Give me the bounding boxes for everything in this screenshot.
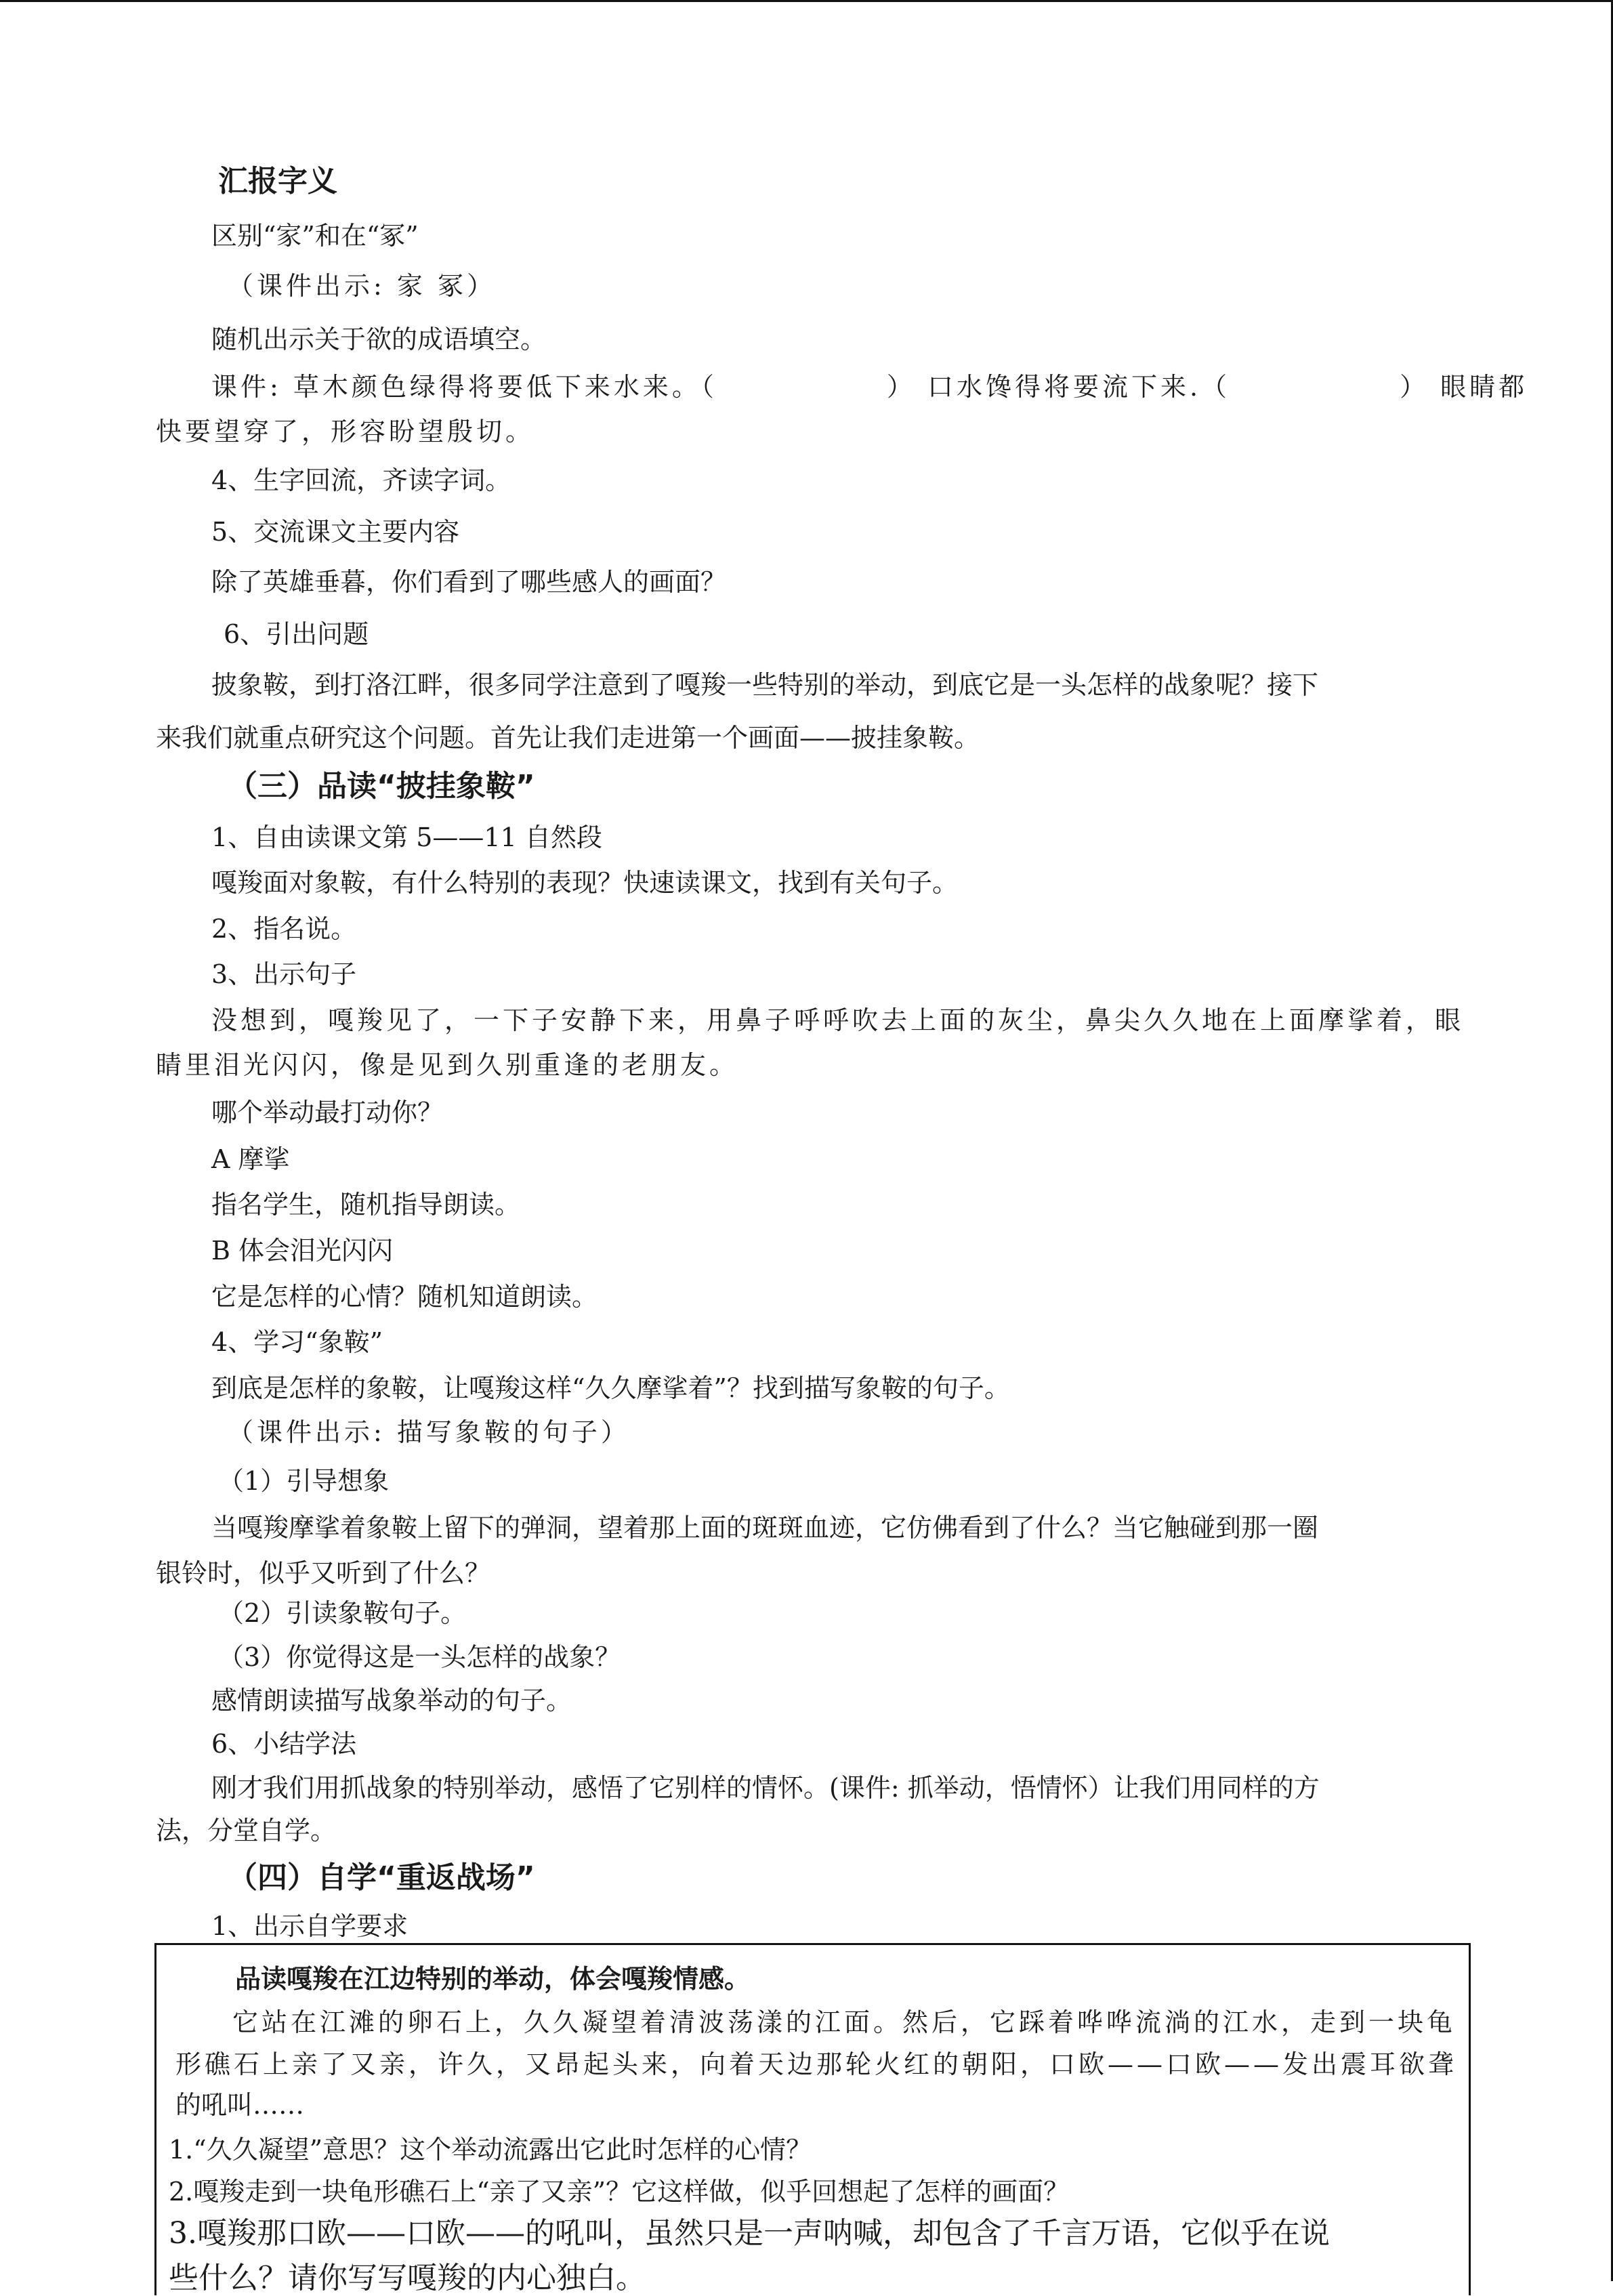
paragraph-line: 区别“家”和在“冢” (211, 221, 419, 251)
fill-blank-part-1: 课件: 草木颜色绿得将要低下来水来。（ (211, 372, 717, 402)
courseware-note: （课件出示: 描写象鞍的句子） (228, 1417, 630, 1447)
fill-blank-part-2: ） 口水馋得将要流下来.（ (886, 372, 1231, 402)
box-line: 些什么？请你写写嘎羧的内心独白。 (169, 2261, 646, 2295)
paragraph-line: 法，分堂自学。 (156, 1816, 337, 1845)
box-line: 的吼叫…… (175, 2090, 305, 2120)
courseware-fill-blank (211, 369, 1528, 404)
page-top-border (0, 0, 1613, 2)
paragraph-line: （2）引读象鞍句子。 (218, 1598, 467, 1628)
paragraph-line: （1）引导想象 (218, 1466, 390, 1496)
paragraph-line: 到底是怎样的象鞍，让嘎羧这样“久久摩挲着”？找到描写象鞍的句子。 (211, 1373, 1010, 1403)
paragraph-line: 1、出示自学要求 (211, 1911, 409, 1941)
paragraph-line: 当嘎羧摩挲着象鞍上留下的弹洞，望着那上面的斑斑血迹，它仿佛看到了什么？当它触碰到那一圈 (211, 1513, 1319, 1543)
paragraph-line: 嘎羧面对象鞍，有什么特别的表现？快速读课文，找到有关句子。 (211, 868, 959, 898)
section-heading-report-meaning: 汇报字义 (218, 164, 337, 199)
courseware-note: （课件出示: 家 冢） (228, 271, 496, 301)
paragraph-line: 它是怎样的心情？随机知道朗读。 (211, 1282, 598, 1312)
paragraph-line: 1、自由读课文第 5——11 自然段 (211, 822, 602, 852)
paragraph-line: 除了英雄垂暮，你们看到了哪些感人的画面？ (211, 567, 727, 597)
self-study-box (154, 1943, 1471, 2295)
paragraph-line: 快要望穿了，形容盼望殷切。 (156, 417, 535, 446)
box-question-2: 2.嘎羧走到一块龟形礁石上“亲了又亲”？它这样做，似乎回想起了怎样的画面？ (169, 2177, 1070, 2207)
box-question-1: 1.“久久凝望”意思？这个举动流露出它此时怎样的心情？ (169, 2135, 812, 2165)
paragraph-line: 刚才我们用抓战象的特别举动，感悟了它别样的情怀。(课件: 抓举动，悟情怀）让我们用同样的方 (211, 1773, 1320, 1803)
box-line: 形礁石上亲了又亲，许久，又昂起头来，向着天边那轮火红的朝阳，口欧——口欧——发出震耳欲聋 (175, 2049, 1458, 2079)
paragraph-line: 6、小结学法 (211, 1729, 357, 1759)
paragraph-line: 5、交流课文主要内容 (211, 517, 460, 547)
paragraph-line: 来我们就重点研究这个问题。首先让我们走进第一个画面——披挂象鞍。 (156, 723, 980, 753)
paragraph-line: 随机出示关于欲的成语填空。 (211, 325, 547, 354)
quoted-sentence-line: 没想到，嘎羧见了，一下子安静下来，用鼻子呼呼吹去上面的灰尘，鼻尖久久地在上面摩挲着，眼 (211, 1005, 1465, 1035)
paragraph-line: 感情朗读描写战象举动的句子。 (211, 1686, 572, 1715)
paragraph-line: 6、引出问题 (224, 619, 369, 649)
fill-blank-part-3: ） 眼睛都 (1400, 372, 1528, 402)
paragraph-line: 哪个举动最打动你？ (211, 1098, 444, 1127)
box-line: 它站在江滩的卵石上，久久凝望着清波荡漾的江面。然后，它踩着哗哗流淌的江水，走到一块龟 (232, 2007, 1457, 2037)
paragraph-line: B 体会泪光闪闪 (211, 1236, 394, 1266)
paragraph-line: 披象鞍，到打洛江畔，很多同学注意到了嘎羧一些特别的举动，到底它是一头怎样的战象呢？接下 (211, 670, 1319, 700)
paragraph-line: 4、生字回流，齐读字词。 (211, 465, 511, 495)
section-heading-3: （三）品读“披挂象鞍” (228, 769, 535, 803)
paragraph-line: 银铃时，似乎又听到了什么？ (156, 1558, 491, 1588)
quoted-sentence-line: 睛里泪光闪闪，像是见到久别重逢的老朋友。 (156, 1050, 739, 1080)
paragraph-line: 4、学习“象鞍” (211, 1327, 383, 1357)
paragraph-line: （3）你觉得这是一头怎样的战象？ (218, 1642, 621, 1672)
box-question-3: 3.嘎羧那口欧——口欧——的吼叫，虽然只是一声呐喊，却包含了千言万语，它似乎在说 (169, 2216, 1330, 2251)
paragraph-line: 指名学生，随机指导朗读。 (211, 1190, 521, 1219)
paragraph-line: 3、出示句子 (211, 959, 357, 989)
box-heading: 品读嘎羧在江边特别的举动，体会嘎羧情感。 (235, 1964, 751, 1994)
section-heading-4: （四）自学“重返战场” (228, 1860, 535, 1895)
paragraph-line: 2、指名说。 (211, 914, 357, 944)
paragraph-line: A 摩挲 (211, 1144, 290, 1174)
